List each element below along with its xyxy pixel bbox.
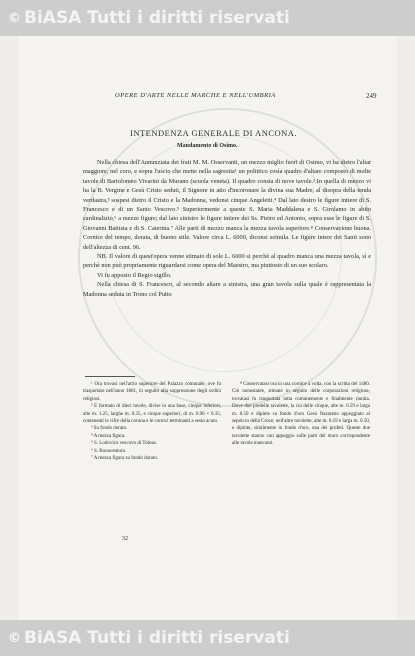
running-head: OPERE D'ARTE NELLE MARCHE E NELL'UMBRIA [115, 92, 276, 99]
footnote: ⁶ S. Bonaventura. [91, 448, 127, 454]
footnote: ⁸ Conservatasi ora in una cornice a volta, con la scritta del 1480. Ciò nonostante, stimate in seguito delle corporazioni religiose, trovatasi fu trasportata tutta comunemente e finalmente riunita. Dove due predelle tavolette, la cui delle cinque, alte m. 0.59 e larga m. 0.50 e dipinte su fondo d'oro Gesù Nazareno appoggiato al sepolcro della Croce; nell'altre tavolette, alte m. 0.59 e larga m. 0.50, e dipinte, similmente in fondo d'oro, una dei profeti. Queste due tavolette stanno con appoggio sulle parti del muro corrispondente alle tavole mancanti. [232, 382, 370, 447]
footnotes-right [232, 381, 370, 448]
footnote: ⁵ S. Lodovico vescovo di Tolosa. [91, 441, 157, 447]
section-heading: INTENDENZA GENERALE DI ANCONA. [130, 128, 298, 138]
paragraph: Vi fu apposto il Regio sigillo. [97, 271, 172, 279]
banner-text: BiASA Tutti i diritti riservati [24, 8, 290, 28]
paragraph: Nella chiesa dell'Annunziata dei frati M. M. Osservanti, un mezzo miglio fuori di Osimo, vi ha dietro l'altar maggiore, nel coro, e sopra l'uscio che mette nella sagrestia¹ un polittico cosìa quadro d'altare composto di molte tavole di Bartolomeo Vivarini da Murano (scuola veneta). Il quadro consta di nove tavole.² In quella di mezzo vi ha la B. Vergine e Gesù Cristo seduti, il Signore in atto d'incoronare la divina sua Madre; al disopra della tenda verdastra,³ sospesi dietro il Cristo e la Madonna, vedonsi cinque Angeletti.⁴ Dal lato destro le figure intiere di S. Francesco e di un Santo Vescovo.⁵ Superiormente a queste S. Maria Maddalena e S. Girolamo in abito cardinalizio,⁶ a mezze figure; dal lato sinistro le figure intiere dei Ss. Pietro ed Antonio, sopra esse le figure di S. Giovanni Battista e di S. Caterina.⁷ Alle parti di mezzo manca la mezza tavola superiore.⁸ Conservazione buona. Cornice del tempo, dorata, di buono stile. Valore circa L. 6000, diconsi seimila. Le figure intere dei Santi sono dell'altezza di cent. 96. [83, 159, 371, 251]
body-text [83, 158, 371, 299]
page-number: 249 [366, 92, 377, 100]
folio-signature: 32 [122, 536, 128, 542]
watermark-banner-top [0, 0, 415, 36]
footnotes-left [83, 381, 221, 462]
footnote: ³ Su fondo dorato. [91, 426, 128, 432]
copyright-icon: © [8, 10, 21, 26]
copyright-icon: © [8, 630, 21, 646]
footnote: ⁷ A mezza figura su fondo dorato. [91, 456, 159, 462]
footnote: ¹ Ora trovasi nell'atrio superiore del Palazzo comunale, ove fu trasportato nell'anno 1861, in seguito alla soppressione degli ordini religiosi. [83, 382, 221, 402]
section-subheading: Mandamento di Osimo. [177, 143, 238, 149]
footnote-rule [85, 376, 135, 377]
paragraph: Nella chiesa di S. Francesco, al secondo altare a sinistra, una gran tavola sulla quale è rappresentata la Madonna seduta in Trono col Putto [83, 281, 371, 298]
watermark-banner-bottom [0, 620, 415, 656]
paragraph: NB. Il valore di quest'opera venne stimato di sole L. 6000 si perchè al quadro manca una mezza tavola, sì e perchè non può propriamente riguardarsi come opera del Maestro, ma piuttosto di un suo scolaro. [83, 253, 371, 270]
footnote: ² E formato di dieci tavole, divise in una base, cinque inferiori, alte m. 1.25, larghe m. 0.35, e cinque superiori, di m. 0.96 × 0.35, contenenti le cifre della corona e le cornici terminanti a sesto acuto. [83, 404, 221, 425]
footnote: ⁴ A mezza figura. [91, 433, 126, 439]
banner-text: BiASA Tutti i diritti riservati [24, 628, 290, 648]
